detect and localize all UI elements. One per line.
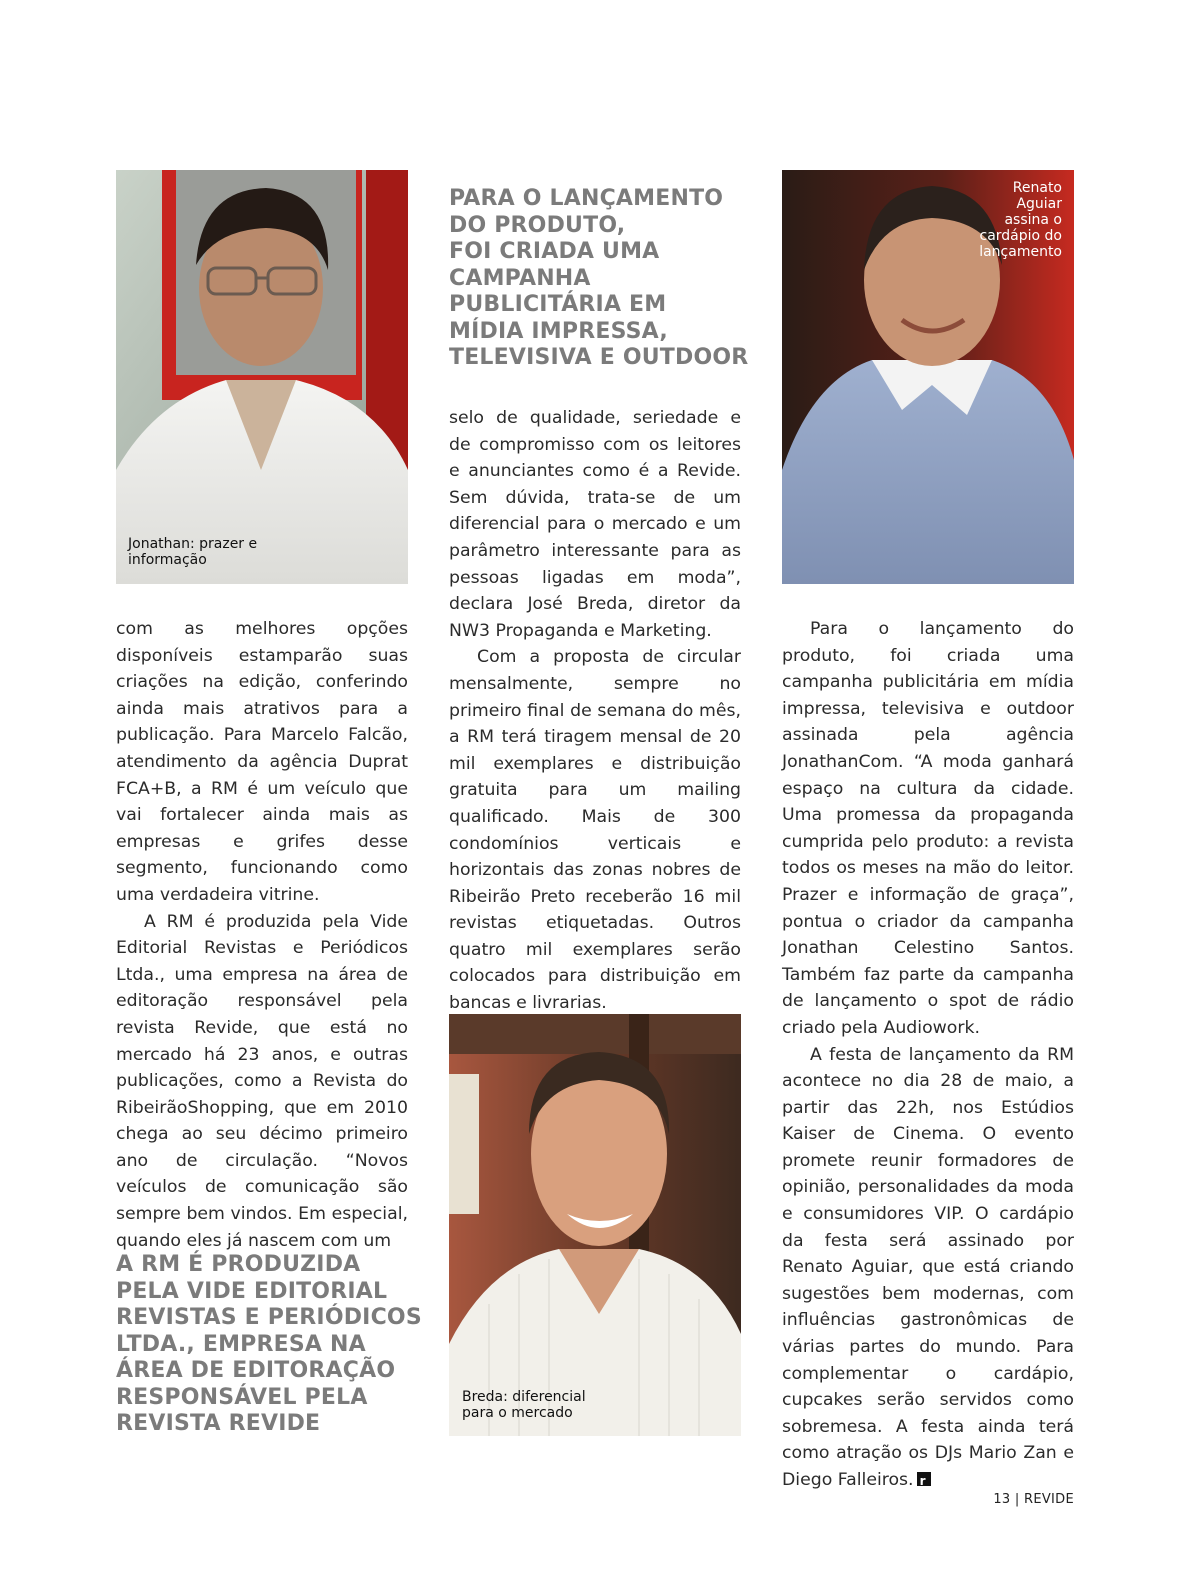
right-paragraph-2 (782, 1042, 1074, 1494)
photo-jonathan-image (116, 170, 408, 584)
left-paragraph-2-text: A RM é produzida pela Vide Editorial Revistas e Periódicos Ltda., uma empresa na área de editoração responsável pela revista Revide, que está no mercado há 23 anos, e outras publicações, como a Revista do RibeirãoShopping, que em 2010 chega ao seu décimo primeiro ano de circulação. “Novos veículos de comunicação são sempre bem vindos. Em especial, quando eles já nascem com um (116, 911, 408, 1251)
left-paragraph-1: com as melhores opções disponíveis estamparão suas criações na edição, conferindo ainda mais atrativos para a publicação. Para Marcelo Falcão, atendimento da agência Duprat FCA+B, a RM é um veículo que vai fortalecer ainda mais as empresas e grifes desse segmento, funcionando como uma verdadeira vitrine. (116, 619, 408, 905)
left-paragraph-2 (116, 909, 408, 1255)
photo-renato (782, 170, 1074, 584)
middle-paragraph-2-text: Com a proposta de circular mensalmente, sempre no primeiro final de semana do mês, a RM terá tiragem mensal de 20 mil exemplares e distribuição gratuita para um mailing qualificado. Mais de 300 condomínios verticais e horizontais das zonas nobres de Ribeirão Preto receberão 16 mil revistas etiquetadas. Outros quatro mil exemplares serão colocados para distribuição em bancas e livrarias. (449, 647, 741, 1014)
pullquote-bottom: A RM É PRODUZIDA PELA VIDE EDITORIAL REVISTAS E PERIÓDICOS LTDA., EMPRESA NA ÁREA DE EDITORAÇÃO RESPONSÁVEL PELA REVISTA REVIDE (116, 1252, 422, 1436)
photo-jonathan-caption: Jonathan: prazer e informação (128, 536, 258, 568)
photo-breda-image (449, 1014, 741, 1436)
column-left (116, 616, 408, 1254)
pullquote-top: PARA O LANÇAMENTO DO PRODUTO, FOI CRIADA UMA CAMPANHA PUBLICITÁRIA EM MÍDIA IMPRESSA, TELEVISIVA E OUTDOOR (449, 186, 749, 370)
right-paragraph-2-text: A festa de lançamento da RM acontece no dia 28 de maio, a partir das 22h, nos Estúdios Kaiser de Cinema. O evento promete reunir formadores de opinião, personalidades da moda e consumidores VIP. O cardápio da festa será assinado por Renato Aguiar, que está criando sugestões bem modernas, com influências gastronômicas de várias partes do mundo. Para complementar o cardápio, cupcakes serão servidos como sobremesa. A festa ainda terá como atração os DJs Mario Zan e Diego Falleiros. (782, 1044, 1074, 1490)
column-middle (449, 405, 741, 1017)
middle-paragraph-2 (449, 644, 741, 1016)
photo-renato-caption: Renato Aguiar assina o cardápio do lançamento (979, 180, 1062, 260)
end-mark-icon (917, 1472, 931, 1486)
photo-jonathan (116, 170, 408, 584)
middle-paragraph-1: selo de qualidade, seriedade e de compromisso com os leitores e anunciantes como é a Revide. Sem dúvida, trata-se de um diferencial para o mercado e um parâmetro interessante para as pessoas ligadas em moda”, declara José Breda, diretor da NW3 Propaganda e Marketing. (449, 408, 741, 641)
column-right (782, 616, 1074, 1494)
photo-breda-caption: Breda: diferencial para o mercado (462, 1389, 586, 1421)
page-folio: 13 | REVIDE (993, 1492, 1074, 1507)
right-paragraph-1-text: Para o lançamento do produto, foi criada uma campanha publicitária em mídia impressa, televisiva e outdoor assinada pela agência JonathanCom. “A moda ganhará espaço na cultura da cidade. Uma promessa da propaganda cumprida pelo produto: a revista todos os meses na mão do leitor. Prazer e informação de graça”, pontua o criador da campanha Jonathan Celestino Santos. Também faz parte da campanha de lançamento o spot de rádio criado pela Audiowork. (782, 619, 1074, 1038)
photo-breda (449, 1014, 741, 1436)
right-paragraph-1 (782, 616, 1074, 1042)
